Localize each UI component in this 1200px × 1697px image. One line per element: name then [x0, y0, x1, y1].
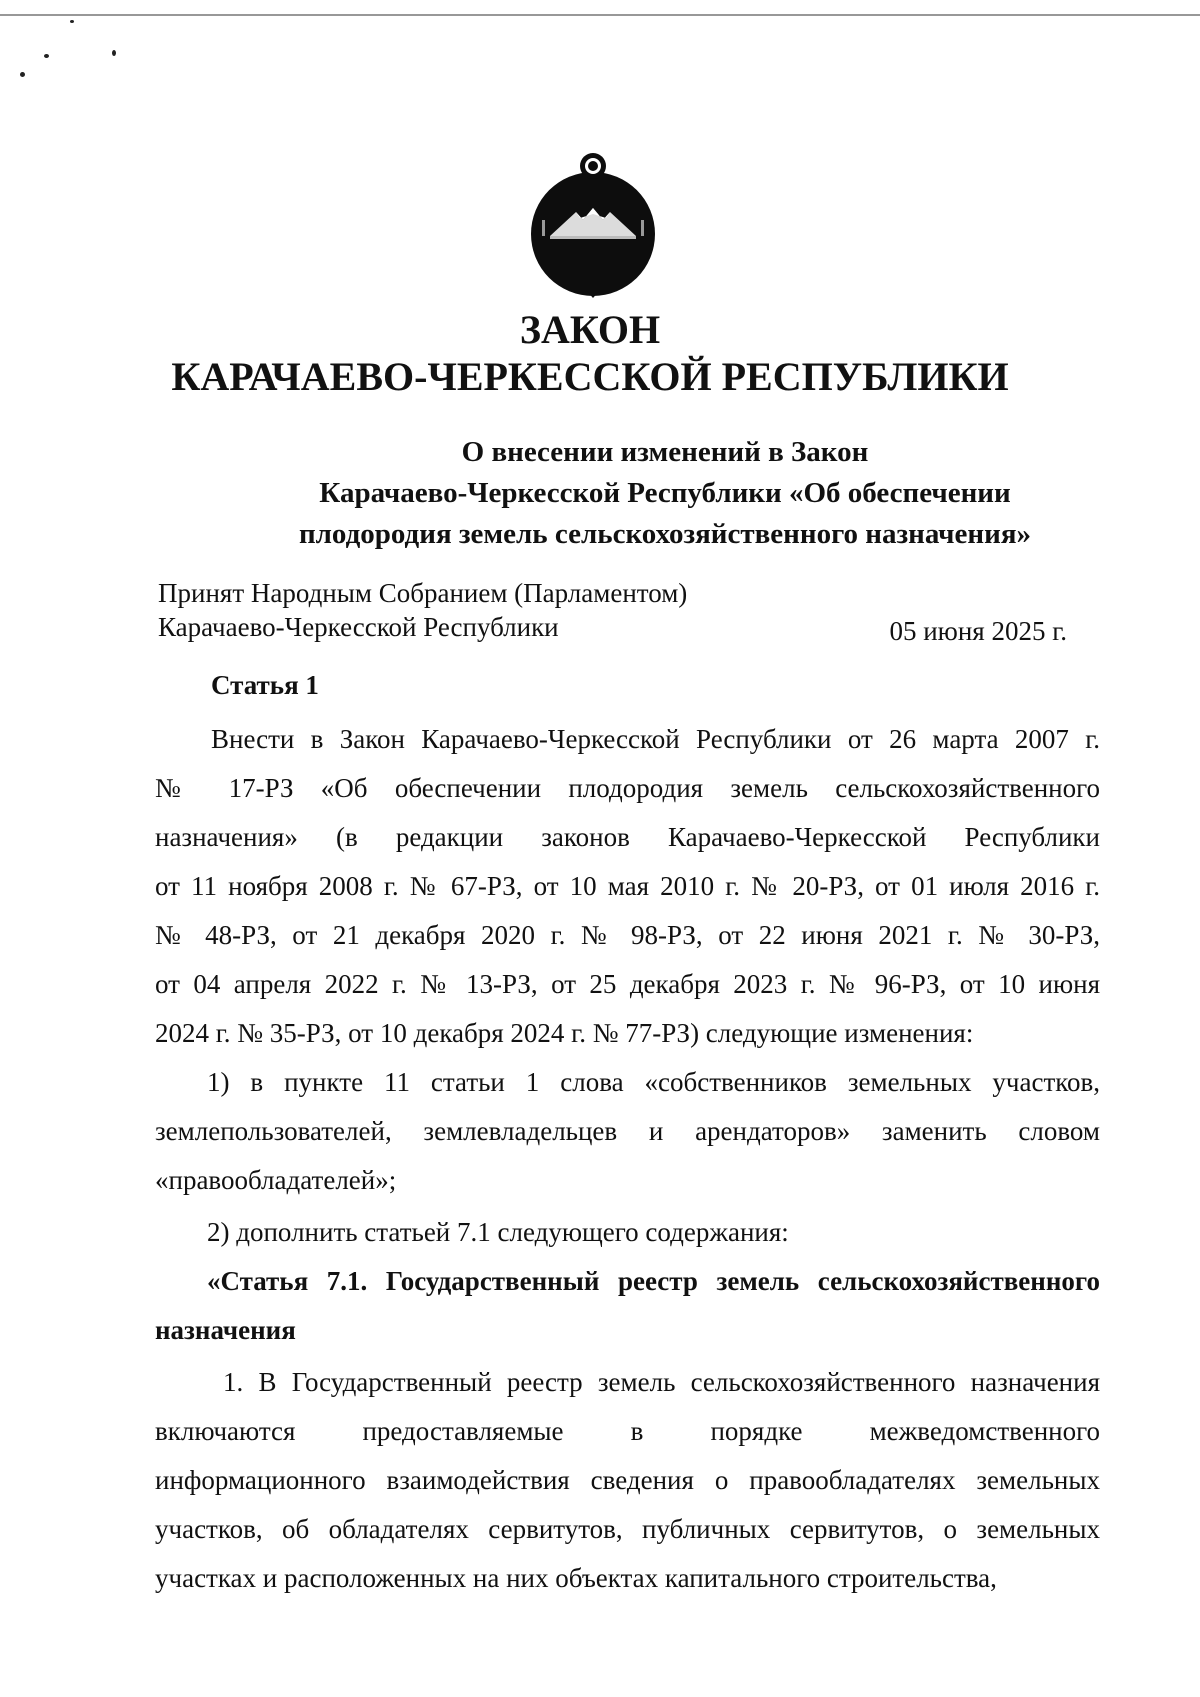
scan-speck — [112, 50, 116, 56]
subject-line-2: Карачаево-Черкесской Республики «Об обеспечении — [319, 477, 1011, 509]
article-heading: Статья 1 — [211, 670, 319, 700]
amendment-1-line: 1) в пункте 11 статьи 1 слова «собственников земельных участков, — [207, 1067, 1100, 1097]
body-line: № 17-РЗ «Об обеспечении плодородия земель сельскохозяйственного — [155, 773, 1100, 803]
scan-speck — [44, 54, 49, 58]
new-article-line: 1. В Государственный реестр земель сельскохозяйственного назначения — [223, 1367, 1100, 1397]
amendment-1-line: «правообладателей»; — [155, 1165, 397, 1195]
new-article-title: «Статья 7.1. Государственный реестр земель сельскохозяйственного — [207, 1266, 1100, 1296]
new-article-line: участках и расположенных на них объектах капитального строительства, — [155, 1563, 997, 1593]
scan-speck — [20, 72, 25, 77]
new-article-line: участков, об обладателях сервитутов, публичных сервитутов, о земельных — [155, 1514, 1100, 1544]
amendment-2-line: 2) дополнить статьей 7.1 следующего содержания: — [207, 1217, 789, 1247]
body-line: 2024 г. № 35-РЗ, от 10 декабря 2024 г. № 77-РЗ) следующие изменения: — [155, 1018, 974, 1048]
adoption-date: 05 июня 2025 г. — [889, 616, 1067, 646]
adoption-line-1: Принят Народным Собранием (Парламентом) — [158, 578, 688, 608]
coat-of-arms-icon — [528, 150, 658, 298]
law-heading: ЗАКОН — [519, 307, 661, 352]
body-line: от 11 ноября 2008 г. № 67-РЗ, от 10 мая 2010 г. № 20-РЗ, от 01 июля 2016 г. — [155, 871, 1100, 901]
body-line: от 04 апреля 2022 г. № 13-РЗ, от 25 декабря 2023 г. № 96-РЗ, от 10 июня — [155, 969, 1100, 999]
new-article-line: информационного взаимодействия сведения о правообладателях земельных — [155, 1465, 1100, 1495]
adoption-line-2: Карачаево-Черкесской Республики — [158, 612, 559, 642]
new-article-line: включаются предоставляемые в порядке межведомственного — [155, 1416, 1100, 1446]
new-article-title-cont: назначения — [155, 1315, 296, 1345]
body-line: Внести в Закон Карачаево-Черкесской Республики от 26 марта 2007 г. — [211, 724, 1100, 754]
subject-line-3: плодородия земель сельскохозяйственного назначения» — [298, 518, 1032, 550]
amendment-1-line: землепользователей, землевладельцев и арендаторов» заменить словом — [155, 1116, 1100, 1146]
subject-line-1: О внесении изменений в Закон — [461, 436, 869, 468]
scan-edge-line — [0, 14, 1200, 16]
republic-heading: КАРАЧАЕВО-ЧЕРКЕССКОЙ РЕСПУБЛИКИ — [171, 354, 1009, 399]
scan-speck — [70, 20, 74, 23]
body-line: назначения» (в редакции законов Карачаево-Черкесской Республики — [155, 822, 1100, 852]
body-line: № 48-РЗ, от 21 декабря 2020 г. № 98-РЗ, от 22 июня 2021 г. № 30-РЗ, — [155, 920, 1100, 950]
